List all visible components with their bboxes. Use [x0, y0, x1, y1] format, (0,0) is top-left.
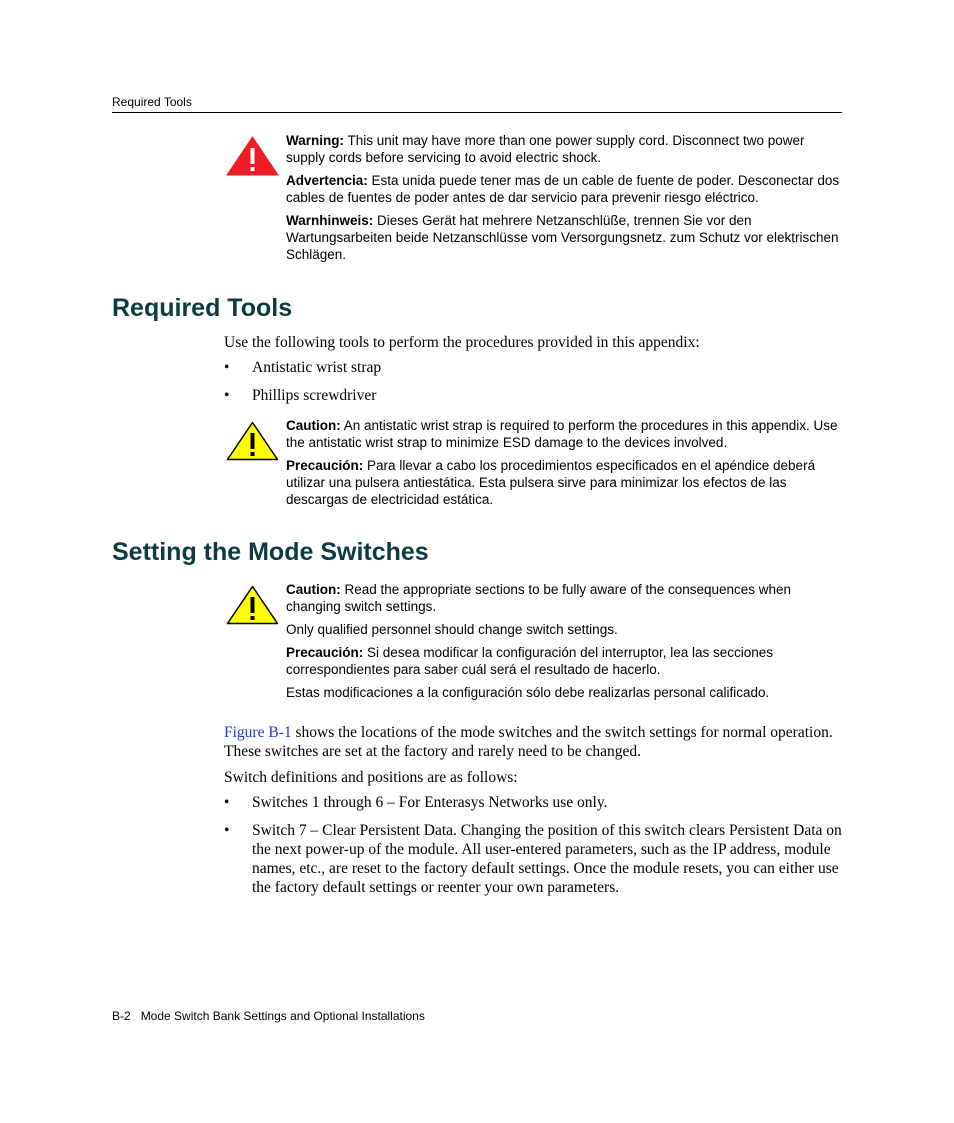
caution-en: Caution: Read the appropriate sections to be fully aware of the consequences when changing switch settings.	[286, 582, 792, 614]
page-number: B-2	[112, 1009, 131, 1023]
caution-en-note: Only qualified personnel should change switch settings.	[286, 622, 618, 637]
caution-en: Caution: An antistatic wrist strap is required to perform the procedures in this appendix. Use the antistatic wrist strap to minimize ESD damage to the devices involved.	[286, 418, 838, 450]
tools-intro: Use the following tools to perform the procedures provided in this appendix:	[224, 334, 700, 351]
warning-icon	[226, 136, 279, 176]
warning-notice	[286, 132, 842, 269]
section-heading-mode-switches: Setting the Mode Switches	[112, 538, 429, 566]
section-heading-required-tools: Required Tools	[112, 294, 293, 322]
caution-notice-switches	[286, 581, 842, 707]
caution-icon	[226, 421, 279, 461]
caution-icon	[226, 585, 279, 625]
caution-es: Precaución: Para llevar a cabo los procedimientos especificados en el apéndice deberá utilizar una pulsera antiestática. Esta pulsera sirve para minimizar los efectos de las descargas de electricidad estática.	[286, 458, 816, 507]
caution-es: Precaución: Si desea modificar la configuración del interruptor, lea las secciones correspondientes para saber cuál será el resultado de hacerlo.	[286, 645, 774, 677]
caution-es-note: Estas modificaciones a la configuración sólo debe realizarlas personal calificado.	[286, 685, 770, 700]
switches-paragraph: Figure B-1 shows the locations of the mode switches and the switch settings for normal operation. These switches are set at the factory and rarely need to be changed.	[224, 724, 833, 760]
chapter-title: Mode Switch Bank Settings and Optional Installations	[140, 1009, 425, 1023]
figure-link[interactable]: Figure B-1	[224, 724, 292, 741]
running-header: Required Tools	[112, 95, 192, 109]
warning-es: Advertencia: Esta unida puede tener mas de un cable de fuente de poder. Desconectar dos cables de fuentes de poder antes de dar servicio para prevenir riesgo eléctrico.	[286, 173, 840, 205]
header-rule	[112, 112, 842, 113]
warning-en: Warning: This unit may have more than one power supply cord. Disconnect two power supply cords before servicing to avoid electric shock.	[286, 133, 805, 165]
warning-de: Warnhinweis: Dieses Gerät hat mehrere Netzanschlüße, trennen Sie vor den Wartungsarbeiten beide Netzanschlüsse vom Versorgungsnetz. zum Schutz vor elektrischen Schlägen.	[286, 213, 839, 262]
caution-notice-tools	[286, 417, 842, 514]
switches-definitions-intro: Switch definitions and positions are as follows:	[224, 769, 518, 786]
page-footer	[112, 1009, 425, 1023]
